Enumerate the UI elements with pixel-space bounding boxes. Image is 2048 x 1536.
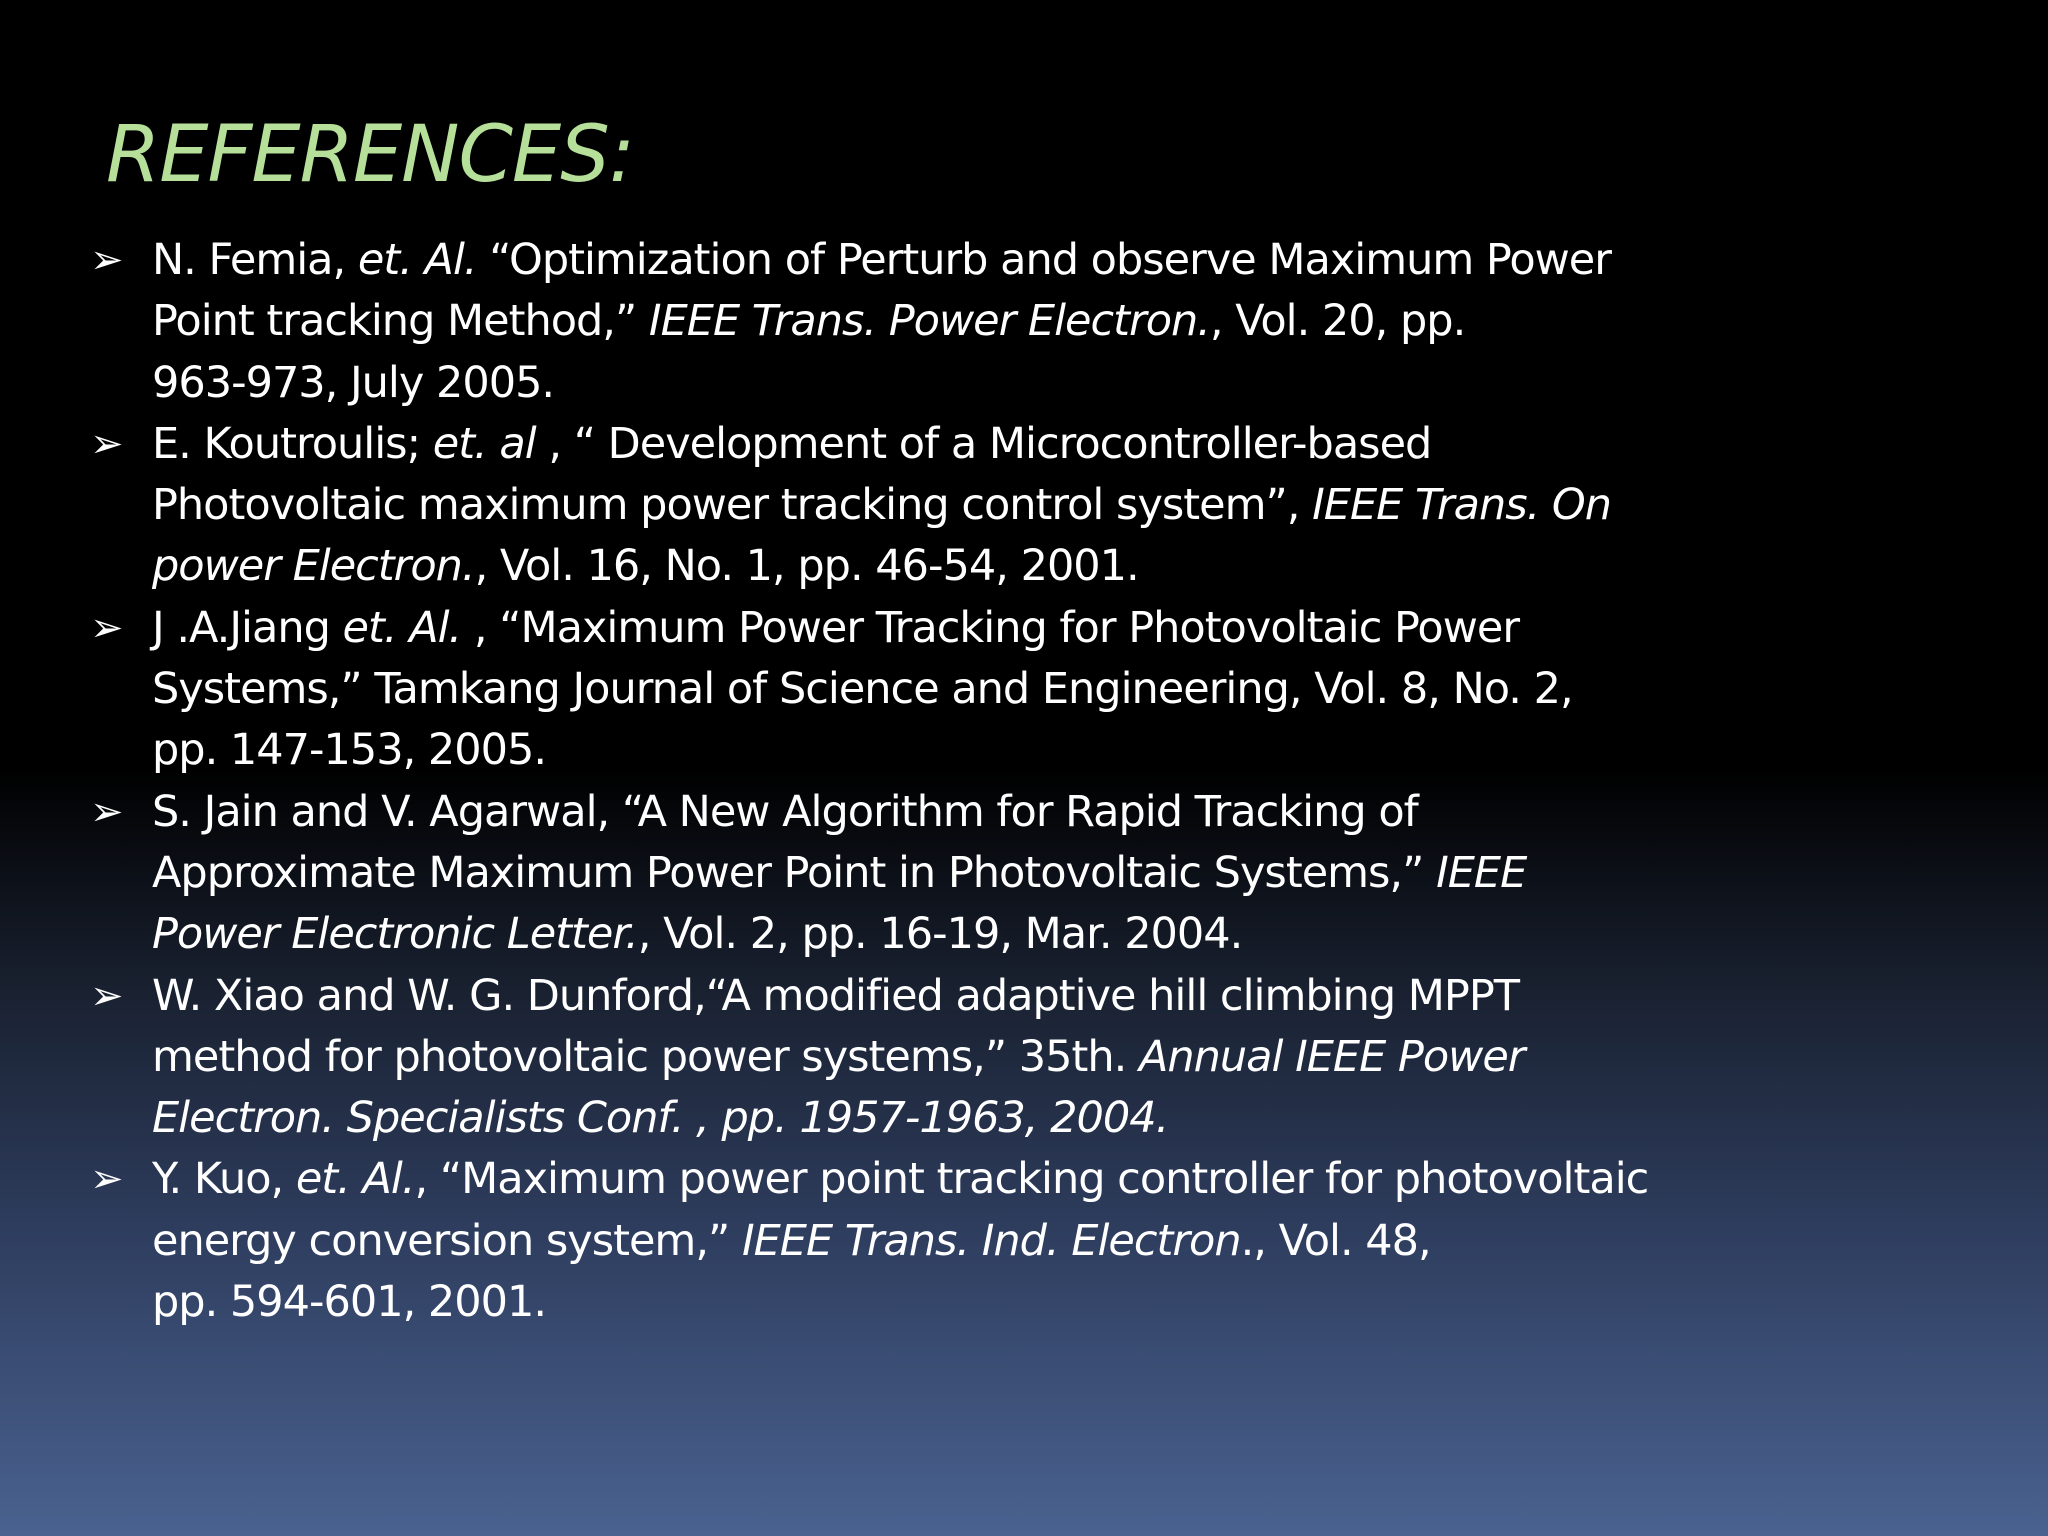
reference-text: “Optimization of Perturb and observe Maximum Power xyxy=(476,235,1611,285)
reference-text: , Vol. 20, pp. xyxy=(1209,296,1466,347)
reference-italic-text: Power Electronic Letter. xyxy=(152,909,638,960)
reference-line xyxy=(152,1211,1730,1272)
reference-italic-text: IEEE Trans. Power Electron. xyxy=(648,296,1210,347)
reference-italic-text: et. Al. xyxy=(357,235,477,285)
reference-line xyxy=(152,1149,1730,1210)
reference-line xyxy=(152,230,1730,291)
reference-line xyxy=(152,782,1730,843)
reference-text: Y. Kuo, xyxy=(152,1154,296,1205)
reference-item xyxy=(90,230,1730,414)
reference-line xyxy=(152,475,1730,536)
arrow-bullet-icon: ➢ xyxy=(90,972,123,1019)
reference-text: Approximate Maximum Power Point in Photovoltaic Systems,” xyxy=(152,847,1437,898)
arrow-bullet-icon: ➢ xyxy=(90,788,123,835)
reference-text: Point tracking Method,” xyxy=(152,296,649,347)
reference-italic-text: Annual IEEE Power xyxy=(1138,1031,1525,1082)
reference-text: E. Koutroulis; xyxy=(152,418,433,469)
reference-line xyxy=(152,720,1730,781)
reference-item xyxy=(90,966,1730,1150)
reference-text: , “ Development of a Microcontroller-based xyxy=(535,418,1432,469)
reference-text: , “Maximum Power Tracking for Photovoltaic Power xyxy=(461,602,1520,653)
reference-item xyxy=(90,1149,1730,1333)
reference-line xyxy=(152,1088,1730,1149)
reference-text: , Vol. 2, pp. 16-19, Mar. 2004. xyxy=(637,909,1243,960)
reference-text: ., Vol. 48, xyxy=(1240,1215,1431,1266)
reference-italic-text: IEEE Trans. On xyxy=(1312,480,1612,531)
reference-line xyxy=(152,1272,1730,1333)
reference-text: J .A.Jiang xyxy=(152,602,343,653)
reference-text: 963-973, July 2005. xyxy=(152,357,555,408)
arrow-bullet-icon: ➢ xyxy=(90,604,123,651)
reference-line xyxy=(152,659,1730,720)
reference-item xyxy=(90,782,1730,966)
reference-line xyxy=(152,414,1730,475)
reference-text: Systems,” Tamkang Journal of Science and Engineering, Vol. 8, No. 2, xyxy=(152,664,1573,715)
reference-text: N. Femia, xyxy=(152,235,358,285)
reference-italic-text: IEEE xyxy=(1436,847,1527,898)
reference-line xyxy=(152,843,1730,904)
reference-italic-text: Electron. Specialists Conf. , pp. 1957-1963, 2004. xyxy=(152,1093,1169,1144)
reference-text: Photovoltaic maximum power tracking control system”, xyxy=(152,480,1313,531)
reference-italic-text: et. Al. xyxy=(342,602,462,653)
arrow-bullet-icon: ➢ xyxy=(90,1156,123,1203)
reference-line xyxy=(152,1027,1730,1088)
references-list xyxy=(90,230,1730,1333)
reference-line xyxy=(152,353,1730,414)
reference-text: pp. 147-153, 2005. xyxy=(152,725,547,776)
reference-line xyxy=(152,598,1730,659)
reference-italic-text: power Electron. xyxy=(152,541,475,592)
reference-text: method for photovoltaic power systems,” 35th. xyxy=(152,1031,1139,1082)
reference-line xyxy=(152,904,1730,965)
slide-title: REFERENCES: xyxy=(106,110,634,200)
reference-italic-text: et. Al. xyxy=(295,1154,415,1205)
reference-text: energy conversion system,” xyxy=(152,1215,742,1266)
reference-text: , Vol. 16, No. 1, pp. 46-54, 2001. xyxy=(474,541,1139,592)
reference-text: pp. 594-601, 2001. xyxy=(152,1277,547,1328)
reference-line xyxy=(152,291,1730,352)
reference-italic-text: et. al xyxy=(432,418,536,469)
arrow-bullet-icon: ➢ xyxy=(90,420,123,467)
reference-line xyxy=(152,536,1730,597)
reference-item xyxy=(90,598,1730,782)
reference-line xyxy=(152,966,1730,1027)
reference-italic-text: IEEE Trans. Ind. Electron xyxy=(741,1215,1241,1266)
reference-text: W. Xiao and W. G. Dunford,“A modified adaptive hill climbing MPPT xyxy=(152,970,1520,1021)
reference-item xyxy=(90,414,1730,598)
arrow-bullet-icon: ➢ xyxy=(90,237,123,283)
reference-text: , “Maximum power point tracking controller for photovoltaic xyxy=(414,1154,1649,1205)
reference-text: S. Jain and V. Agarwal, “A New Algorithm for Rapid Tracking of xyxy=(152,786,1418,837)
